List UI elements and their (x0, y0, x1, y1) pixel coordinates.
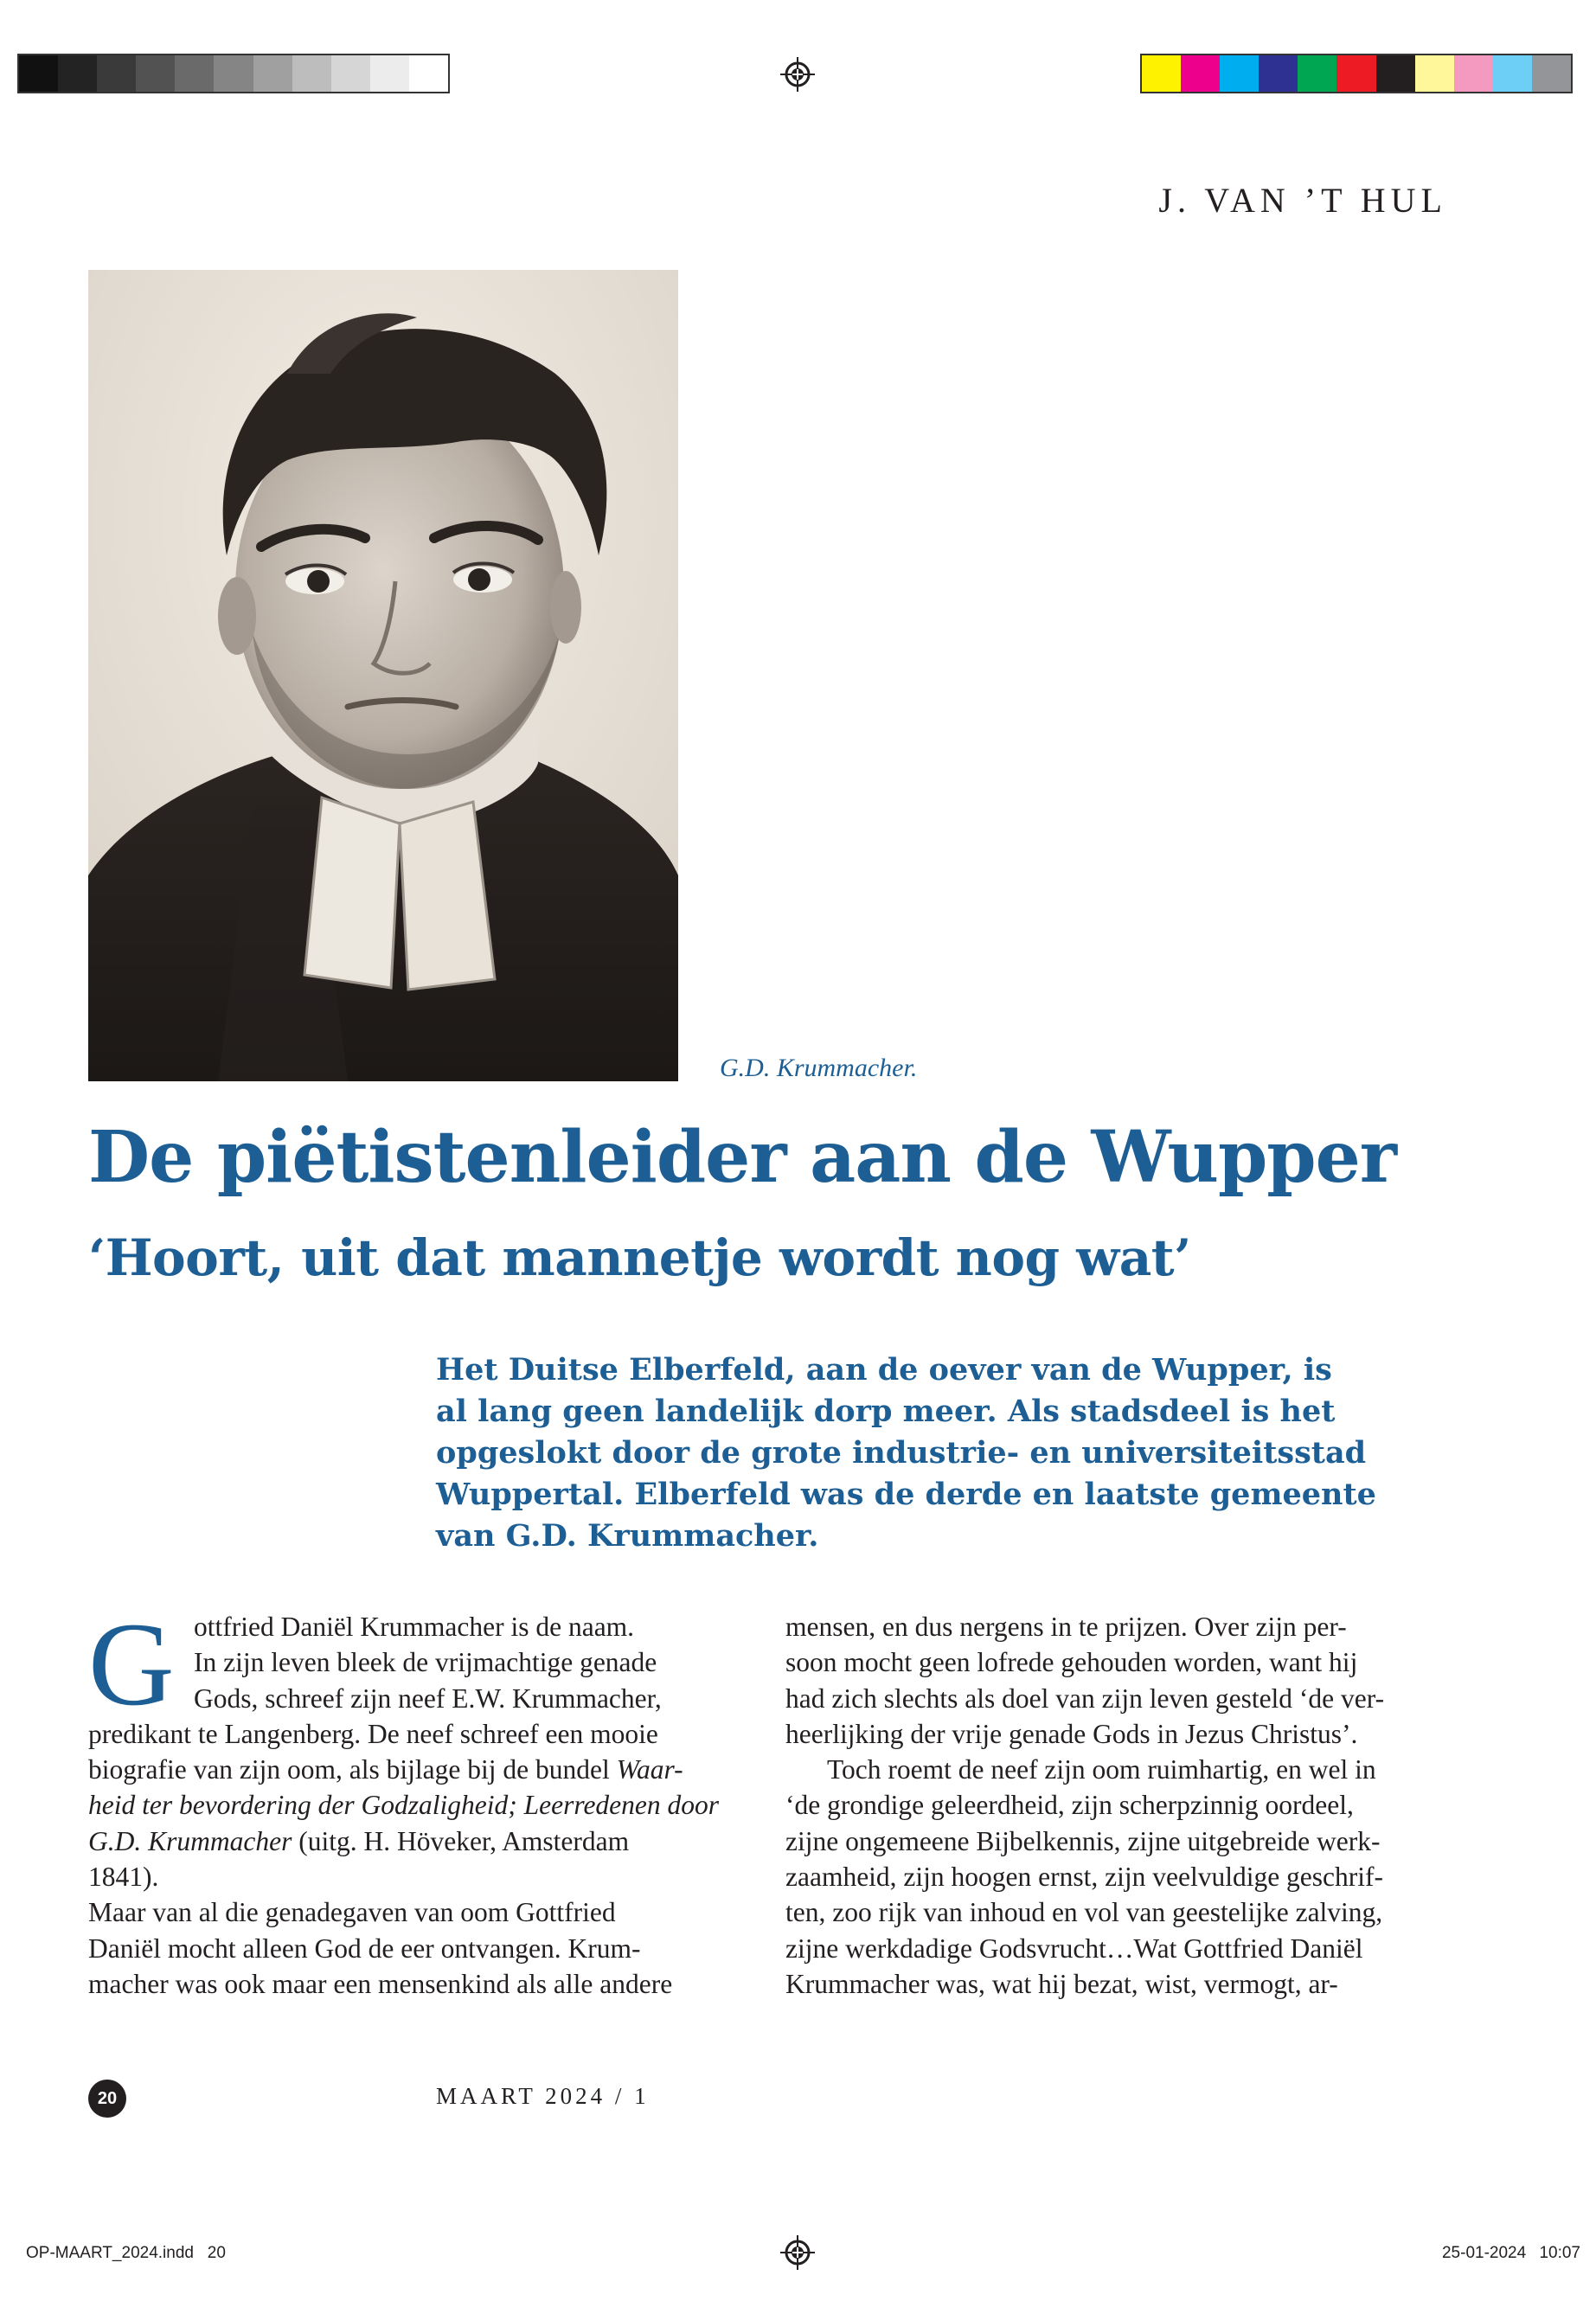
color-swatch (1142, 55, 1181, 92)
body-line: predikant te Langenberg. De neef schreef een mooie (88, 1718, 658, 1749)
body-line: ‘de grondige geleerdheid, zijn scherpzinnig oordeel, (785, 1790, 1354, 1821)
lead-line: van G.D. Krummacher. (436, 1518, 819, 1554)
grayscale-calibration-bar (17, 54, 450, 93)
body-line: zaamheid, zijn hoogen ernst, zijn veelvuldige geschrif- (785, 1862, 1384, 1893)
registration-mark-bottom-icon (780, 2235, 815, 2270)
body-line (88, 1752, 739, 1787)
slug-timestamp: 25-01-2024 10:07 (1441, 2244, 1580, 2262)
gray-swatch (175, 55, 214, 92)
body-line: heerlijking der vrije genade Gods in Jezus Christus’. (785, 1718, 1358, 1749)
color-swatch (1336, 55, 1375, 92)
body-line: Krummacher was, wat hij bezat, wist, vermogt, ar- (785, 1968, 1338, 1999)
color-swatch (1493, 55, 1532, 92)
gray-swatch (331, 55, 370, 92)
body-text: biografie van zijn oom, als bijlage bij de bundel (88, 1754, 617, 1785)
body-line: In zijn leven bleek de vrijmachtige genade (194, 1647, 657, 1678)
gray-swatch (58, 55, 97, 92)
gray-swatch (97, 55, 136, 92)
lead-line: Wuppertal. Elberfeld was de derde en laatste gemeente (436, 1477, 1376, 1512)
gray-swatch (253, 55, 292, 92)
gray-swatch (409, 55, 448, 92)
color-swatch (1415, 55, 1454, 92)
color-swatch (1298, 55, 1336, 92)
body-line: macher was ook maar een mensenkind als alle andere (88, 1968, 673, 1999)
body-column-right (785, 1609, 1443, 2002)
article-subtitle: ‘Hoort, uit dat mannetje wordt nog wat’ (88, 1228, 1191, 1287)
image-caption: G.D. Krummacher. (720, 1054, 918, 1082)
book-title-text: Waar- (616, 1754, 683, 1785)
color-calibration-bar (1140, 54, 1573, 93)
body-line: Maar van al die genadegaven van oom Gottfried (88, 1897, 616, 1928)
issue-label: MAART 2024 / 1 (436, 2083, 650, 2109)
body-line: 1841). (88, 1862, 159, 1893)
color-swatch (1181, 55, 1220, 92)
drop-cap: G (88, 1598, 175, 1730)
portrait-image (88, 270, 678, 1081)
body-line: mensen, en dus nergens in te prijzen. Over zijn per- (785, 1612, 1347, 1642)
gray-swatch (370, 55, 409, 92)
color-swatch (1532, 55, 1571, 92)
color-swatch (1259, 55, 1298, 92)
body-line: had zich slechts als doel van zijn leven gesteld ‘de ver- (785, 1682, 1385, 1714)
book-title-text: G.D. Krummacher (88, 1825, 292, 1856)
body-line: ottfried Daniël Krummacher is de naam. (194, 1612, 635, 1642)
article-lead (436, 1349, 1422, 1557)
book-title-line: heid ter bevordering der Godzaligheid; Leerredenen door (88, 1790, 720, 1821)
color-swatch (1220, 55, 1259, 92)
registration-mark-top-icon (780, 57, 815, 92)
body-line (88, 1823, 739, 1859)
body-line: zijne werkdadige Godsvrucht…Wat Gottfried Daniël (785, 1932, 1363, 1964)
lead-line: al lang geen landelijk dorp meer. Als stadsdeel is het (436, 1394, 1336, 1429)
body-line: Toch roemt de neef zijn oom ruimhartig, en wel in (827, 1754, 1376, 1785)
color-swatch (1376, 55, 1415, 92)
author-byline: J. VAN ’T HUL (1158, 181, 1447, 220)
body-line: zijne ongemeene Bijbelkennis, zijne uitgebreide werk- (785, 1825, 1381, 1856)
body-line: ten, zoo rijk van inhoud en vol van geestelijke zalving, (785, 1897, 1383, 1928)
lead-line: Het Duitse Elberfeld, aan de oever van de Wupper, is (436, 1352, 1332, 1388)
slug-filename: OP-MAART_2024.indd 20 (26, 2244, 226, 2262)
article-title: De piëtistenleider aan de Wupper (88, 1116, 1396, 1199)
gray-swatch (19, 55, 58, 92)
body-column-left (88, 1598, 739, 2002)
body-line: Daniël mocht alleen God de eer ontvangen. Krum- (88, 1932, 641, 1964)
lead-line: opgeslokt door de grote industrie- en universiteitsstad (436, 1435, 1367, 1471)
gray-swatch (214, 55, 253, 92)
body-line: soon mocht geen lofrede gehouden worden, want hij (785, 1647, 1358, 1678)
page-number-badge: 20 (88, 2080, 126, 2118)
body-line: Gods, schreef zijn neef E.W. Krummacher, (194, 1682, 662, 1714)
color-swatch (1454, 55, 1493, 92)
gray-swatch (136, 55, 175, 92)
gray-swatch (292, 55, 331, 92)
body-text: (uitg. H. Höveker, Amsterdam (292, 1825, 630, 1856)
